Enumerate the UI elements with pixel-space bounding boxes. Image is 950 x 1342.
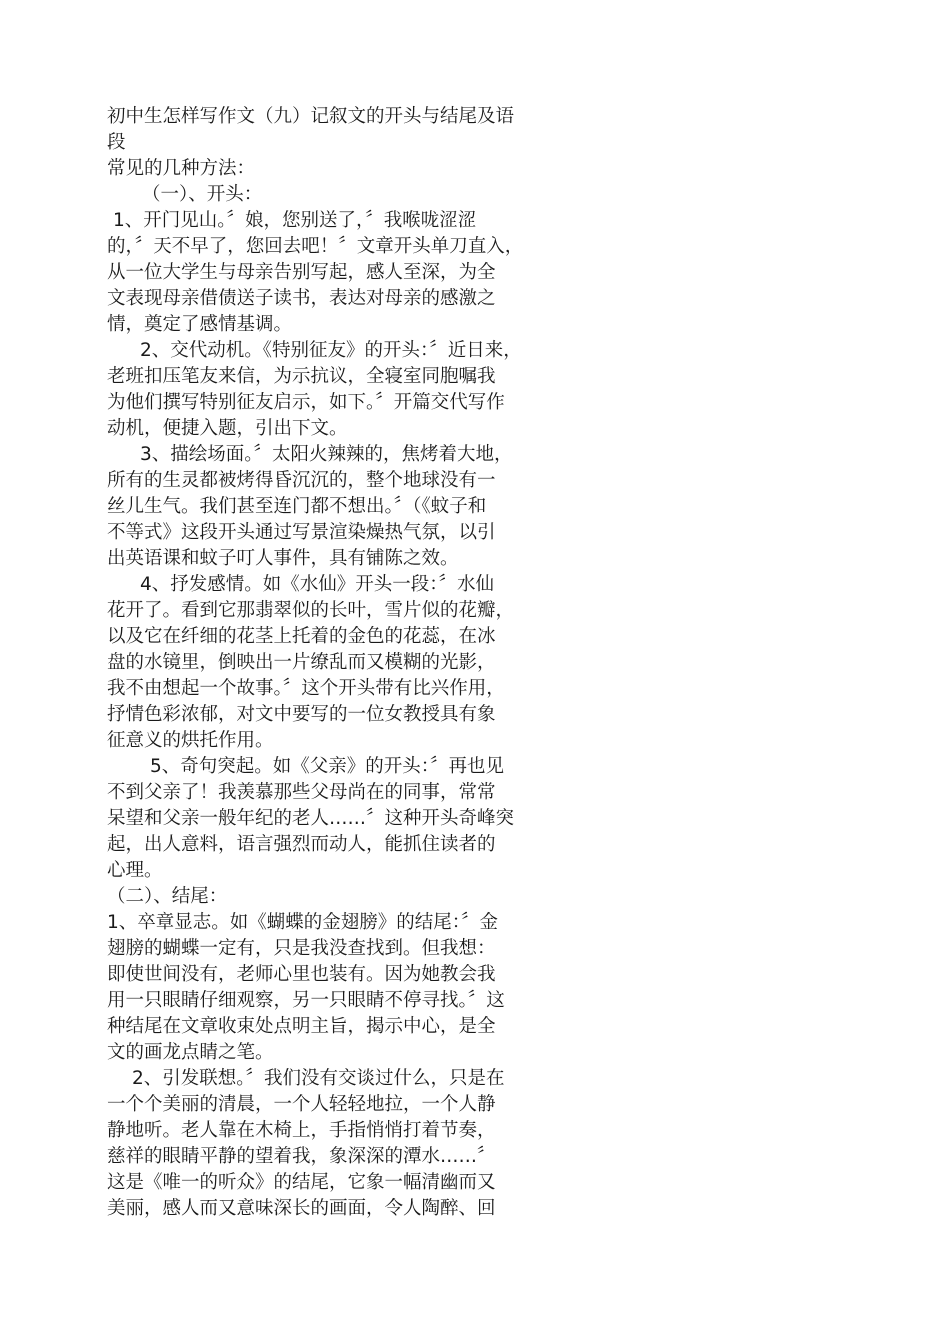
paragraph-line: 1、开门见山。〞娘，您别送了，〞我喉咙涩涩: [113, 210, 477, 231]
paragraph-line: 从一位大学生与母亲告别写起，感人至深，为全: [107, 262, 496, 283]
paragraph-line: 心理。: [107, 860, 163, 881]
paragraph-line: 不等式》这段开头通过写景渲染燥热气氛，以引: [107, 522, 496, 543]
title-line-2: 段: [107, 132, 126, 153]
paragraph-line: 起，出人意料，语言强烈而动人，能抓住读者的: [107, 834, 496, 855]
paragraph-line: 2、交代动机。《特别征友》的开头：〞近日来，: [140, 340, 522, 361]
paragraph-line: 动机，便捷入题，引出下文。: [107, 418, 348, 439]
paragraph-line: 这是《唯一的听众》的结尾，它象一幅清幽而又: [107, 1172, 496, 1193]
paragraph-line: 不到父亲了！我羡慕那些父母尚在的同事，常常: [107, 782, 496, 803]
paragraph-line: 3、描绘场面。〞太阳火辣辣的，焦烤着大地，: [140, 444, 513, 465]
paragraph-line: 慈祥的眼睛平静的望着我，象深深的潭水……〞: [107, 1146, 496, 1167]
paragraph-line: 用一只眼睛仔细观察，另一只眼睛不停寻找。〞这: [107, 990, 505, 1011]
paragraph-line: 文的画龙点睛之笔。: [107, 1042, 274, 1063]
paragraph-line: 盘的水镜里，倒映出一片缭乱而又模糊的光影，: [107, 652, 496, 673]
paragraph-line: 情，奠定了感情基调。: [107, 314, 293, 335]
paragraph-line: 1、卒章显志。如《蝴蝶的金翅膀》的结尾：〞金: [107, 912, 499, 933]
paragraph-line: 静地听。老人靠在木椅上，手指悄悄打着节奏，: [107, 1120, 496, 1141]
paragraph-line: 我不由想起一个故事。〞这个开头带有比兴作用，: [107, 678, 505, 699]
paragraph-line: 翅膀的蝴蝶一定有，只是我没查找到。但我想：: [107, 938, 496, 959]
paragraph-line: 一个个美丽的清晨，一个人轻轻地拉，一个人静: [107, 1094, 496, 1115]
paragraph-line: 美丽，感人而又意味深长的画面，令人陶醉、回: [107, 1198, 496, 1219]
paragraph-line: 4、抒发感情。如《水仙》开头一段：〞水仙: [140, 574, 495, 595]
paragraph-line: 以及它在纤细的花茎上托着的金色的花蕊，在冰: [107, 626, 496, 647]
paragraph-line: 征意义的烘托作用。: [107, 730, 274, 751]
paragraph-line: 出英语课和蚊子叮人事件，具有铺陈之效。: [107, 548, 459, 569]
paragraph-line: 所有的生灵都被烤得昏沉沉的，整个地球没有一: [107, 470, 496, 491]
section-heading-opening: （一）、开头：: [142, 184, 263, 205]
section-heading-ending: （二）、结尾：: [107, 886, 228, 907]
paragraph-line: 抒情色彩浓郁，对文中要写的一位女教授具有象: [107, 704, 496, 725]
paragraph-line: 为他们撰写特别征友启示，如下。〞开篇交代写作: [107, 392, 505, 413]
paragraph-line: 5、奇句突起。如《父亲》的开头：〞再也见: [150, 756, 505, 777]
title-line-3: 常见的几种方法：: [107, 158, 256, 179]
paragraph-line: 种结尾在文章收束处点明主旨，揭示中心，是全: [107, 1016, 496, 1037]
paragraph-line: 呆望和父亲一般年纪的老人……〞这种开头奇峰突: [107, 808, 515, 829]
paragraph-line: 的，〞天不早了，您回去吧！〞文章开头单刀直入，: [107, 236, 524, 257]
paragraph-line: 丝儿生气。我们甚至连门都不想出。〞（《蚊子和: [107, 496, 487, 517]
paragraph-line: 文表现母亲借债送子读书，表达对母亲的感激之: [107, 288, 496, 309]
paragraph-line: 即使世间没有，老师心里也装有。因为她教会我: [107, 964, 496, 985]
paragraph-line: 2、引发联想。〞我们没有交谈过什么，只是在: [132, 1068, 505, 1089]
title-line-1: 初中生怎样写作文（九）记叙文的开头与结尾及语: [107, 106, 515, 127]
paragraph-line: 老班扣压笔友来信，为示抗议，全寝室同胞嘱我: [107, 366, 496, 387]
paragraph-line: 花开了。看到它那翡翠似的长叶，雪片似的花瓣，: [107, 600, 515, 621]
